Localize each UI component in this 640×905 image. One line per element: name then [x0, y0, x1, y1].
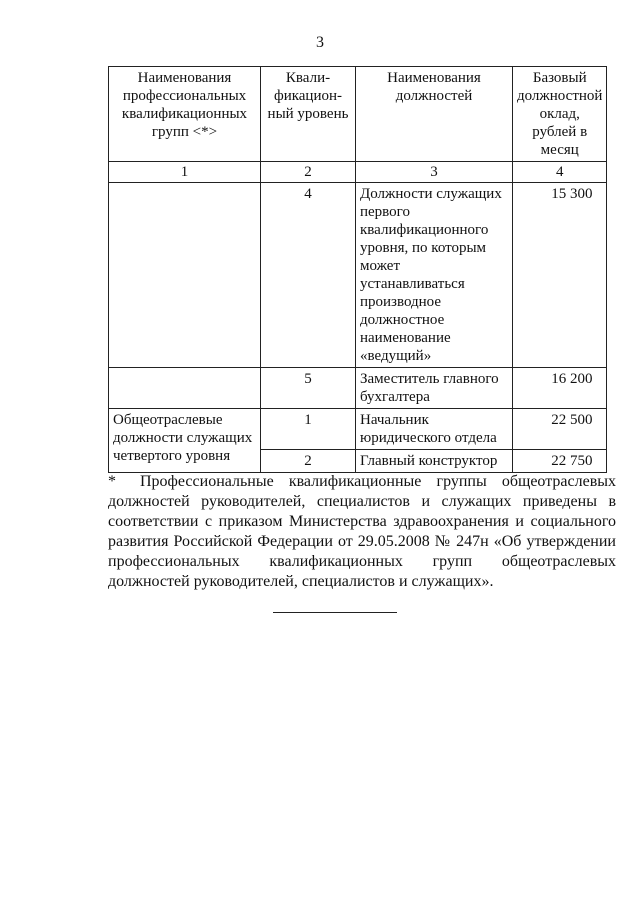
level-cell: 5 — [261, 368, 356, 409]
header-qualification-level: Квали-фикацион-ный уровень — [261, 67, 356, 162]
table-header-row — [109, 67, 607, 162]
salary-cell: 22 750 — [513, 450, 607, 473]
group-cell — [109, 368, 261, 409]
group-cell — [109, 183, 261, 368]
salary-cell: 16 200 — [513, 368, 607, 409]
position-cell: Должности служащих первого квалификационного уровня, по которым может устанавливаться производное должностное наименование «ведущий» — [356, 183, 513, 368]
footnote-marker: * — [108, 473, 116, 490]
column-number: 3 — [356, 162, 513, 183]
page-number: 3 — [316, 34, 324, 51]
table-row — [109, 409, 607, 450]
position-cell: Главный конструктор — [356, 450, 513, 473]
footnote — [108, 472, 616, 592]
table-row — [109, 368, 607, 409]
column-number: 4 — [513, 162, 607, 183]
separator-line — [273, 612, 397, 613]
header-group-name: Наименования профессиональных квалификационных групп <*> — [109, 67, 261, 162]
footnote-text: Профессиональные квалификационные группы общеотраслевых должностей руководителей, специалистов и служащих приведены в соответствии с приказом Министерства здравоохранения и социального развития Российской Федерации от 29.05.2008 № 247н «Об утверждении профессиональных квалификационных групп общеотраслевых должностей руководителей, специалистов и служащих». — [108, 473, 616, 590]
salary-cell: 15 300 — [513, 183, 607, 368]
level-cell: 1 — [261, 409, 356, 450]
salary-table — [108, 66, 607, 473]
level-cell: 2 — [261, 450, 356, 473]
level-cell: 4 — [261, 183, 356, 368]
column-number-row — [109, 162, 607, 183]
table-row — [109, 183, 607, 368]
header-base-salary: Базовый должностной оклад, рублей в месяц — [513, 67, 607, 162]
position-cell: Заместитель главного бухгалтера — [356, 368, 513, 409]
header-position-name: Наименования должностей — [356, 67, 513, 162]
column-number: 2 — [261, 162, 356, 183]
group-cell: Общеотраслевые должности служащих четвертого уровня — [109, 409, 261, 473]
position-cell: Начальник юридического отдела — [356, 409, 513, 450]
salary-cell: 22 500 — [513, 409, 607, 450]
column-number: 1 — [109, 162, 261, 183]
